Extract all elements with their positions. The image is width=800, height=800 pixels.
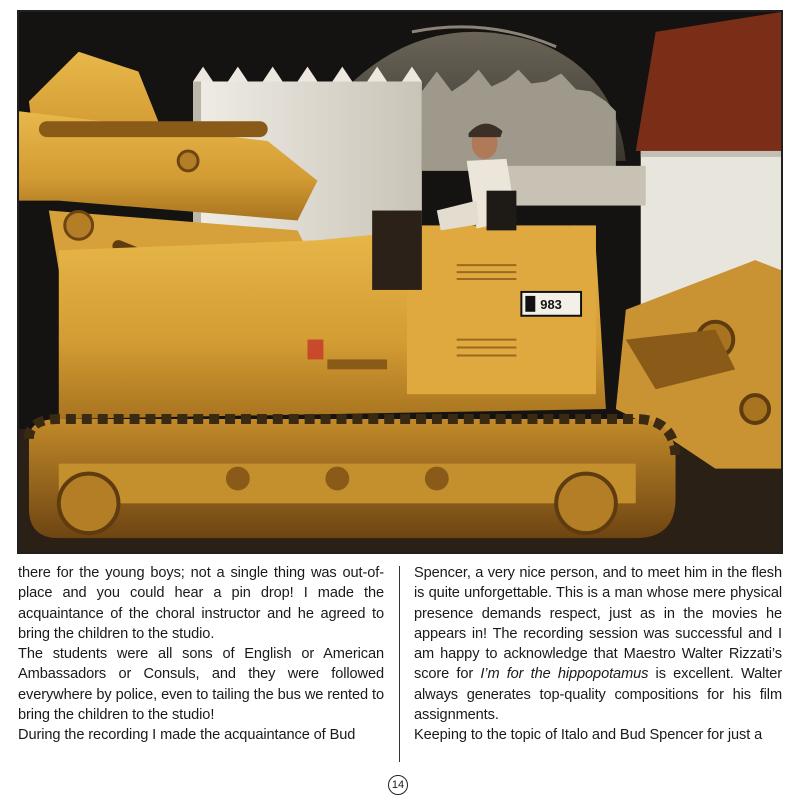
photo-illustration <box>19 12 781 552</box>
right-paragraph-1 <box>414 563 782 725</box>
building-roof <box>636 12 781 151</box>
column-divider <box>399 566 400 762</box>
loader-body <box>59 225 606 419</box>
right-paragraph-1-end: is excellent. Walter always generates top-quality compositions for his film assignments. <box>414 666 782 724</box>
left-paragraph-2: The students were all sons of English or American Ambassadors or Consuls, and they were followed everywhere by police, even to tailing the bus we rented to bring the children to the studio! <box>18 646 384 724</box>
right-paragraph-1-start: Spencer, a very nice person, and to meet him in the flesh is quite unforgettable. This is a man whose mere physical presence demands respect, just as in the movies he appears in! The recording session was successful and I am happy to acknowledge that Maestro Walter Rizzati’s score for <box>414 565 782 683</box>
right-text-column <box>414 563 782 746</box>
left-text-column <box>18 563 384 746</box>
photo-excavator <box>17 10 783 554</box>
crawler-track <box>29 419 676 538</box>
right-paragraph-2: Keeping to the topic of Italo and Bud Spencer for just a <box>414 727 763 744</box>
left-paragraph-1: there for the young boys; not a single thing was out-of-place and you could hear a pin drop! I made the acquaintance of the choral instructor and he agreed to bring the children to the studio. <box>18 565 384 642</box>
machine-number-plate: 983 <box>540 296 562 312</box>
left-paragraph-3: During the recording I made the acquaintance of Bud <box>18 727 356 744</box>
page-number: 14 <box>388 775 408 795</box>
film-title: I’m for the hippopotamus <box>480 666 649 683</box>
